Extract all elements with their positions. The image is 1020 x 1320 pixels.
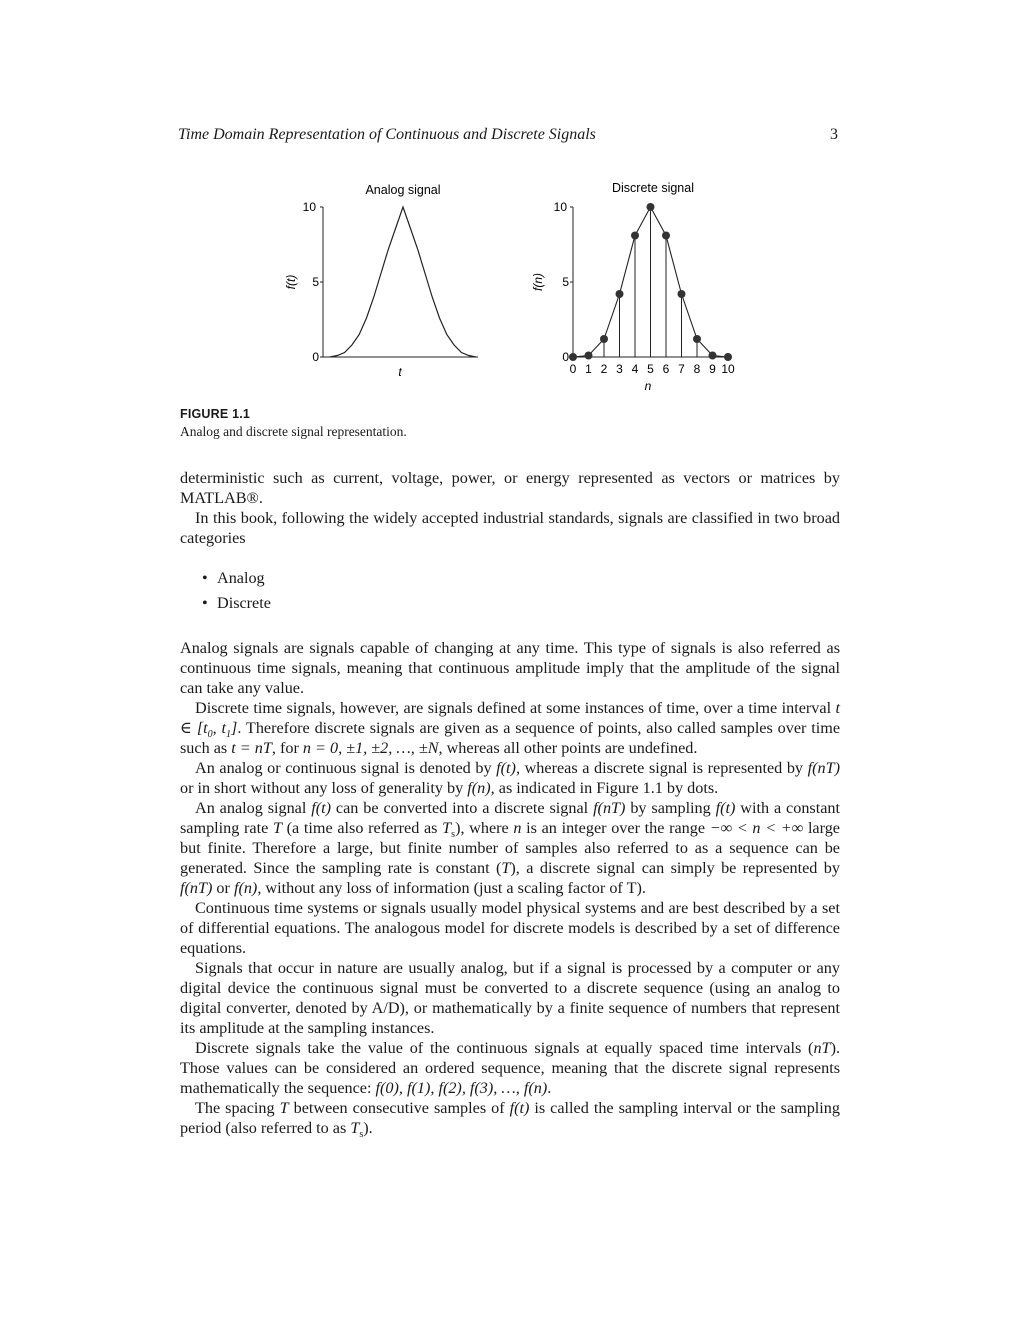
discrete-marks <box>569 203 732 361</box>
discrete-xtick-label: 6 <box>662 362 670 376</box>
discrete-xtick-label: 4 <box>631 362 639 376</box>
discrete-xtick-label: 8 <box>693 362 701 376</box>
figure-caption: Analog and discrete signal representation. <box>180 424 407 439</box>
discrete-ytick-label: 5 <box>562 275 569 289</box>
discrete-xtick-label: 10 <box>721 362 735 376</box>
discrete-point <box>709 352 717 360</box>
discrete-xtick-label: 1 <box>585 362 592 376</box>
figure-label: FIGURE 1.1 <box>180 407 251 421</box>
discrete-xtick-label: 7 <box>678 362 685 376</box>
running-title: Time Domain Representation of Continuous and Discrete Signals <box>178 126 596 143</box>
discrete-xtick-label: 5 <box>647 362 654 376</box>
discrete-point <box>631 232 639 240</box>
paragraph-4: Discrete time signals, however, are signals defined at some instances of time, over a time interval t ∈ [$t_0$, $t_1$]. Therefore discrete signals are given as a sequence of points, also called samples over time such as t = nT, for n = 0, ±1, ±2, …, ±N, whereas all other points are undefined. <box>180 699 841 757</box>
discrete-chart <box>531 181 735 393</box>
list-item: • Analog <box>202 569 265 587</box>
running-head <box>178 126 838 148</box>
bullet-icon: • <box>202 594 208 612</box>
analog-ytick-label: 0 <box>312 350 319 364</box>
discrete-point <box>662 232 670 240</box>
discrete-ytick-label: 0 <box>562 350 569 364</box>
paragraph-1: deterministic such as current, voltage, power, or energy represented as vectors or matrices by MATLAB®. <box>180 469 840 507</box>
analog-ytick-label: 5 <box>312 275 319 289</box>
paragraph-2: In this book, following the widely accepted industrial standards, signals are classified in two broad categories <box>180 509 840 547</box>
discrete-xticks <box>570 362 735 376</box>
analog-ylabel: f(t) <box>284 274 298 290</box>
discrete-xtick-label: 2 <box>600 362 608 376</box>
bullet-icon: • <box>202 569 208 587</box>
discrete-point <box>647 203 655 211</box>
discrete-point <box>600 335 608 343</box>
discrete-xtick-label: 3 <box>616 362 623 376</box>
paragraph-8: Signals that occur in nature are usually analog, but if a signal is processed by a computer or any digital device the continuous signal must be converted to a discrete sequence (using an analog to digital converter, denoted by A/D), or mathematically by a finite sequence of numbers that represent its amplitude at the sampling instances. <box>180 959 840 1037</box>
analog-title: Analog signal <box>365 183 441 197</box>
paragraph-7: Continuous time systems or signals usually model physical systems and are best described by a set of differential equations. The analogous model for discrete models is described by a set of difference equations. <box>180 899 840 957</box>
discrete-xtick-label: 9 <box>709 362 716 376</box>
discrete-point <box>724 353 732 361</box>
paragraph-5: An analog or continuous signal is denoted by f(t), whereas a discrete signal is represented by f(nT) or in short without any loss of generality by f(n), as indicated in Figure 1.1 by dots. <box>180 759 840 797</box>
analog-xlabel: t <box>398 365 402 379</box>
discrete-ylabel: f(n) <box>531 273 545 291</box>
list-item: • Discrete <box>202 594 271 612</box>
discrete-point <box>693 335 701 343</box>
analog-ytick-label: 10 <box>302 200 316 214</box>
paragraph-6: An analog signal f(t) can be converted into a discrete signal f(nT) by sampling f(t) with a constant sampling rate T (a time also referred as $T_s$), where n is an integer over the range −∞ < n < +∞ large but finite. Therefore a large, but finite number of samples also referred to as a sequence can be generated. Since the sampling rate is constant (T), a discrete signal can simply be represented by f(nT) or f(n), without any loss of information (just a scaling factor of T). <box>180 799 840 897</box>
paragraph-9: Discrete signals take the value of the continuous signals at equally spaced time intervals (nT). Those values can be considered an ordered sequence, meaning that the discrete signal represents mathematically the sequence: f(0), f(1), f(2), f(3), …, f(n). <box>180 1039 840 1097</box>
discrete-point <box>678 290 686 298</box>
figure-1-1 <box>270 176 770 396</box>
page-number: 3 <box>830 126 838 143</box>
figure-svg <box>270 176 770 396</box>
paragraph-10: The spacing T between consecutive samples of f(t) is called the sampling interval or the sampling period (also referred to as $T_s$). <box>180 1099 840 1141</box>
discrete-title: Discrete signal <box>612 181 694 195</box>
discrete-xtick-label: 0 <box>569 362 577 376</box>
discrete-point <box>585 352 593 360</box>
paragraph-3: Analog signals are signals capable of changing at any time. This type of signals is also referred as continuous time signals, meaning that continuous amplitude imply that the amplitude of the signal can take any value. <box>180 639 840 697</box>
discrete-ytick-label: 10 <box>553 200 567 214</box>
analog-chart <box>284 183 478 379</box>
analog-curve <box>330 207 476 357</box>
category-list <box>180 568 840 618</box>
discrete-xlabel: n <box>644 379 652 393</box>
discrete-point <box>569 353 577 361</box>
body-text <box>180 468 841 1141</box>
discrete-point <box>616 290 624 298</box>
